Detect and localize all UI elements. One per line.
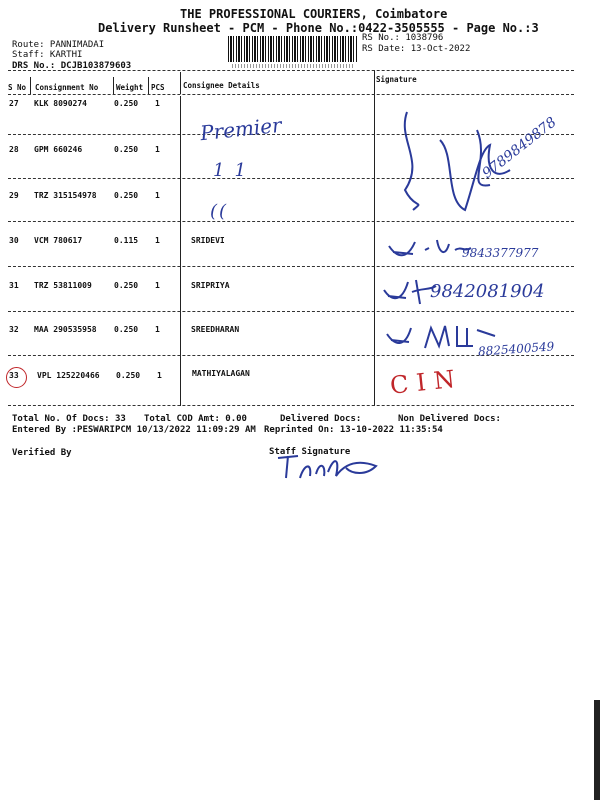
row-sno: 31 [9,281,19,290]
row-consignment: GPM 660246 [34,145,83,154]
col-consignee: Consignee Details [183,81,260,90]
col-weight: Weight [116,83,144,92]
row-weight: 0.250 [116,371,141,380]
row-pcs: 1 [155,145,160,154]
row-sno: 27 [9,99,19,108]
col-rule [180,72,181,94]
route-label: Route: PANNIMADAI [12,40,105,50]
row-consignment: VPL 125220466 [37,371,100,380]
handwritten-phone: 9842081904 [430,281,545,302]
rule [8,311,574,312]
handwritten-phone: 8825400549 [477,339,555,359]
verified-by: Verified By [12,448,72,458]
staff-signature [276,452,386,484]
row-sno: 28 [9,145,19,154]
reprinted-on: Reprinted On: 13-10-2022 11:35:54 [264,425,443,435]
entered-by: Entered By :PESWARIPCM 10/13/2022 11:09:29 AM [12,425,256,435]
row-pcs: 1 [157,371,162,380]
non-delivered-docs: Non Delivered Docs: [398,414,501,424]
col-sno: S No [8,83,27,92]
row-sno: 32 [9,325,19,334]
row-consignment: TRZ 315154978 [34,191,97,200]
row-consignment: MAA 290535958 [34,325,97,334]
rs-date: RS Date: 13-Oct-2022 [362,44,471,54]
row-pcs: 1 [155,325,160,334]
row-weight: 0.250 [114,145,139,154]
row-weight: 0.250 [114,191,139,200]
total-cod: Total COD Amt: 0.00 [144,414,247,424]
row-sno: 29 [9,191,19,200]
row-consignee: SRIDEVI [191,236,225,245]
row-consignee: SRIPRIYA [191,281,230,290]
company-name: THE PROFESSIONAL COURIERS, Coimbatore [180,7,448,21]
barcode [228,36,358,62]
col-rule [148,77,149,94]
row-consignee: SREEDHARAN [191,325,240,334]
col-rule [180,96,181,406]
handwritten-ditto: (( [210,201,229,222]
total-docs: Total No. Of Docs: 33 [12,414,126,424]
row-consignment: TRZ 53811009 [34,281,92,290]
rule [8,266,574,267]
row-weight: 0.250 [114,281,139,290]
handwritten-phone: 9789849878 [479,114,560,182]
row-weight: 0.250 [114,325,139,334]
col-rule [113,77,114,94]
handwritten-red-mark: CIN [388,364,465,400]
scan-edge [594,700,600,800]
row-sno: 30 [9,236,19,245]
row-pcs: 1 [155,281,160,290]
row-weight: 0.115 [114,236,139,245]
rule [8,70,574,71]
rule [8,221,574,222]
handwritten-premier: Premier [198,112,283,146]
col-signature: Signature [376,75,417,84]
rs-number: RS No.: 1038796 [362,33,444,43]
staff-signature-label: Staff Signature [269,447,351,457]
rule [8,94,574,95]
col-rule [30,77,31,94]
barcode-digits [232,64,354,68]
drs-number: DRS No.: DCJB103879603 [12,61,132,71]
delivered-docs: Delivered Docs: [280,414,362,424]
row-consignment: KLK 8090274 [34,99,87,108]
row-pcs: 1 [155,99,160,108]
col-consignment: Consignment No [35,83,99,92]
row-weight: 0.250 [114,99,139,108]
row-consignee: MATHIYALAGAN [192,369,250,378]
col-pcs: PCS [151,83,165,92]
handwritten-ditto: 11 [213,160,256,181]
row-pcs: 1 [155,236,160,245]
handwritten-phone: 9843377977 [462,246,539,260]
row-pcs: 1 [155,191,160,200]
signature-scribble [395,100,565,220]
runsheet-title: Delivery Runsheet - PCM - Phone No.:0422-3505555 - Page No.:3 [98,21,539,35]
row-sno: 33 [9,371,19,380]
row-consignment: VCM 780617 [34,236,83,245]
rule [8,405,574,406]
staff-label: Staff: KARTHI [12,50,83,60]
